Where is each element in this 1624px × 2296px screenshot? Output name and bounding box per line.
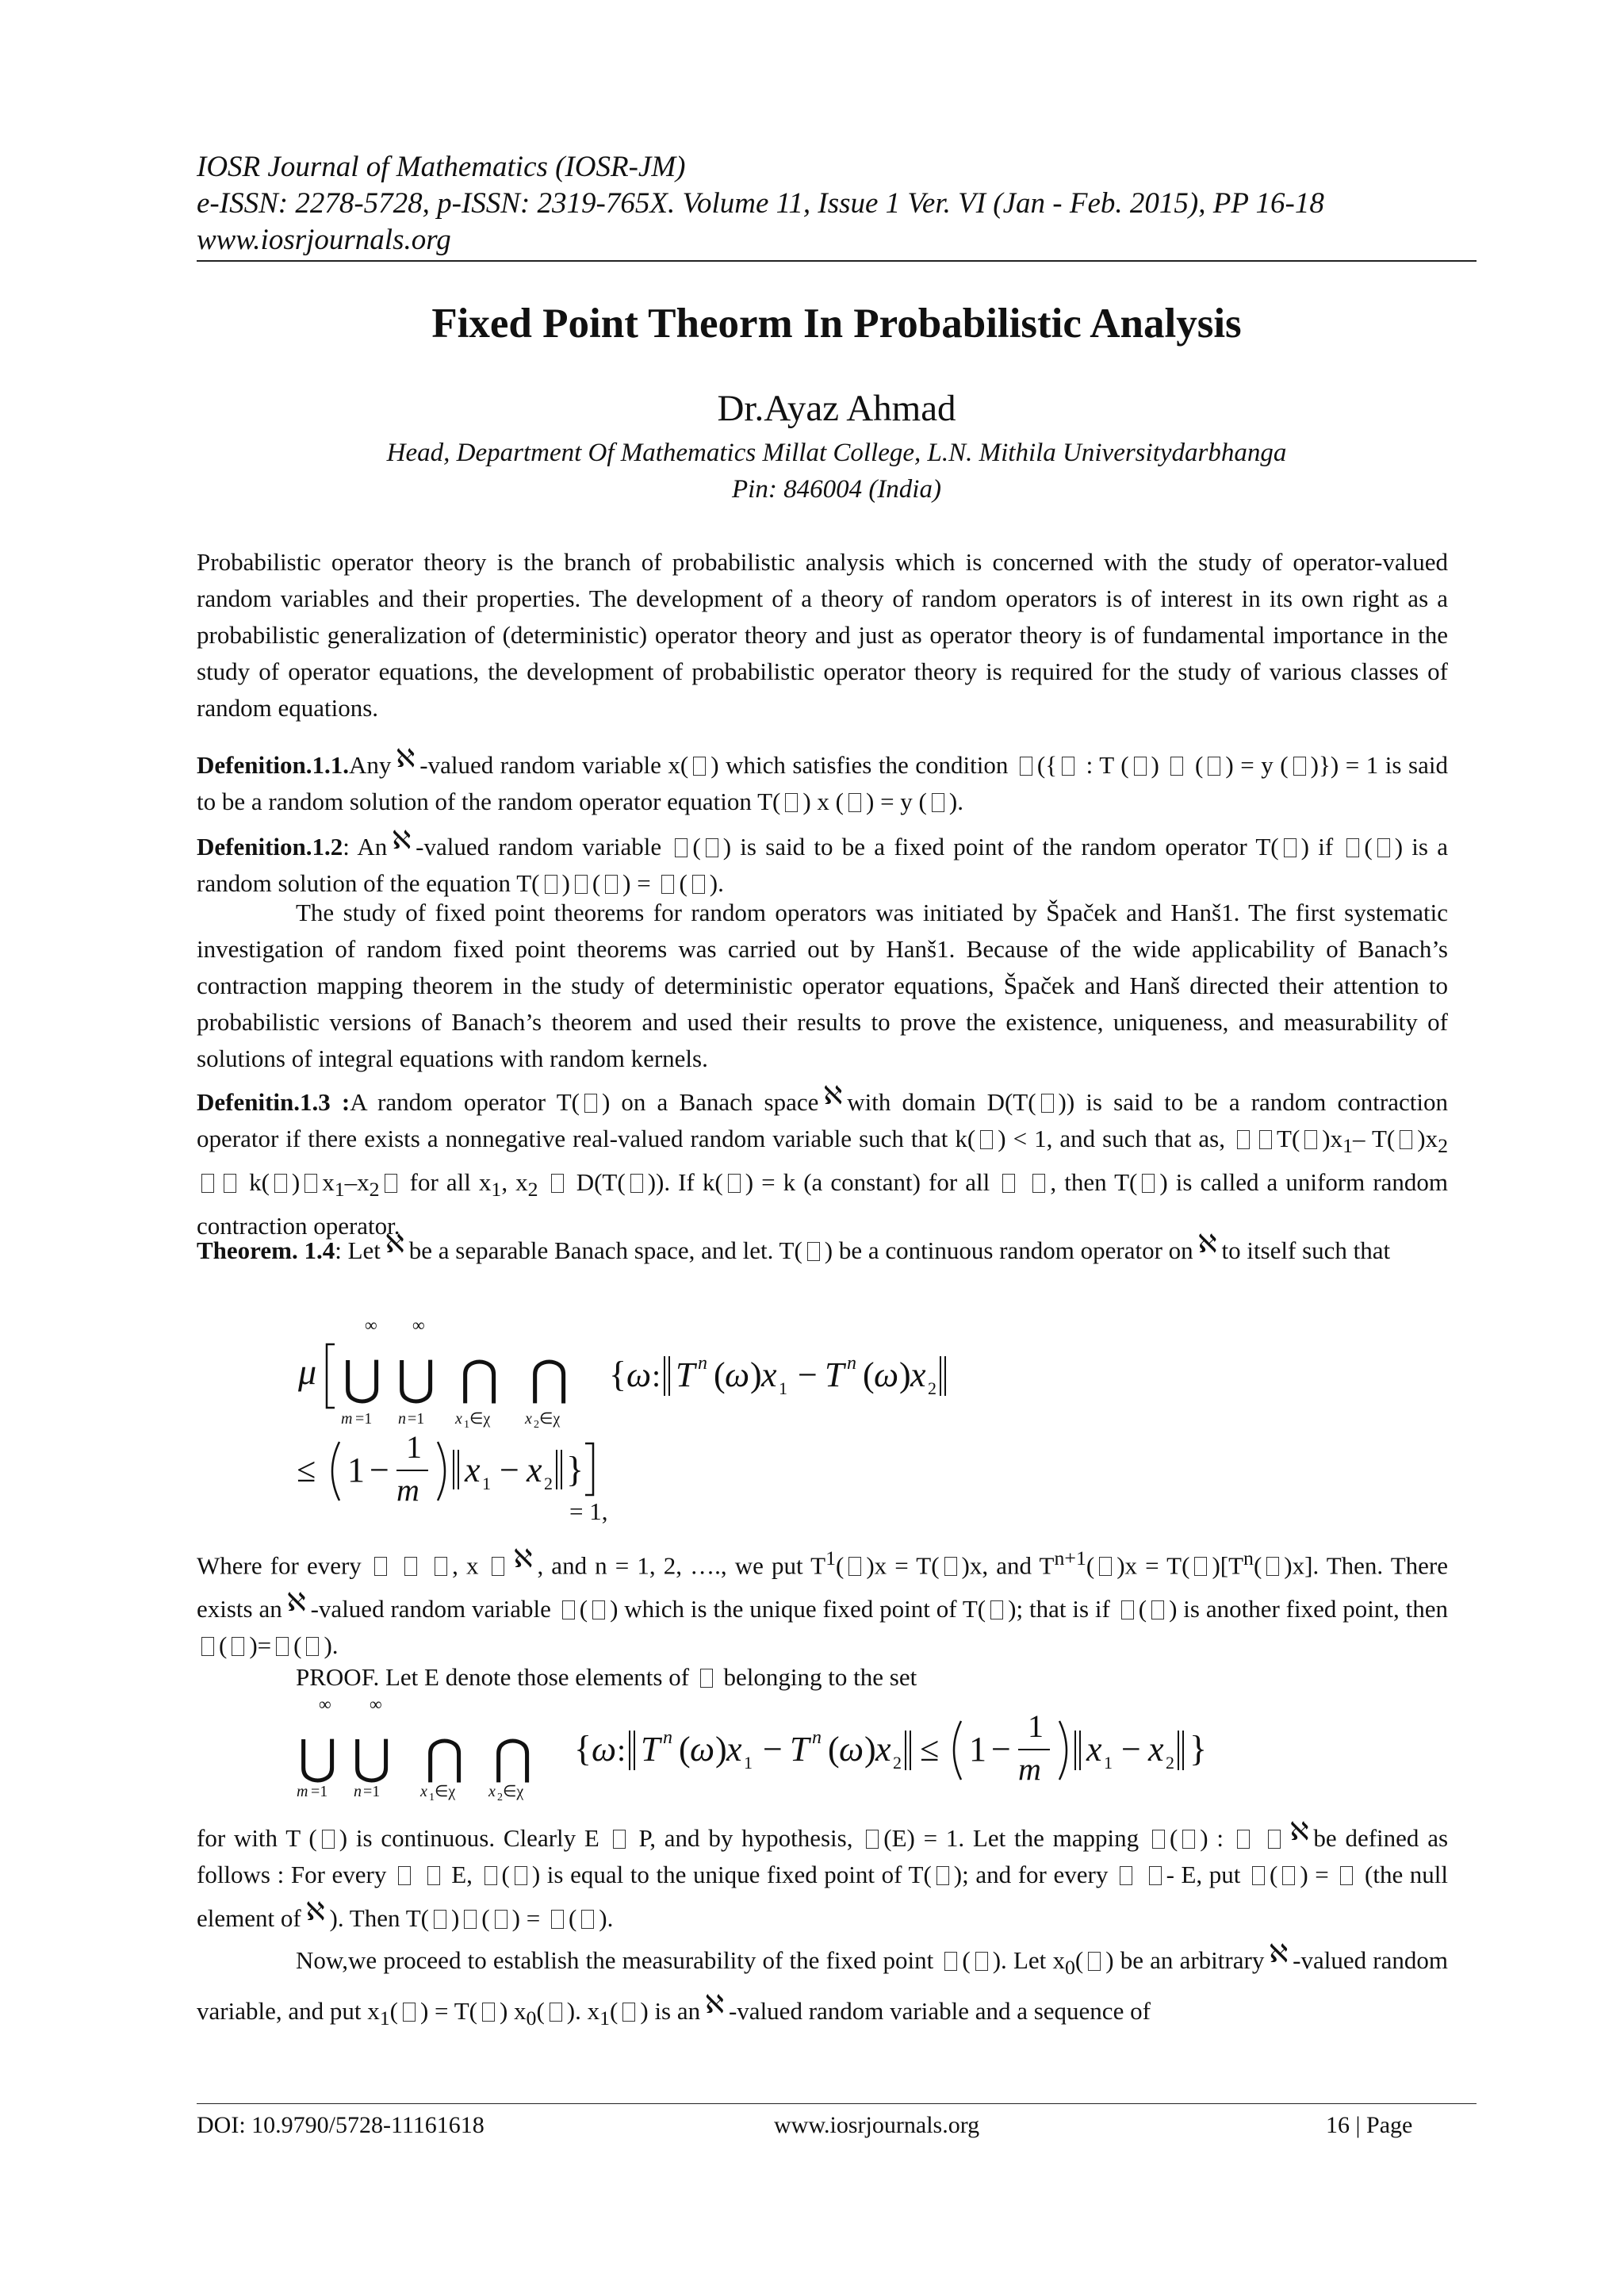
theorem-1-4-label: Theorem. 1.4: [197, 1236, 335, 1264]
svg-text:2: 2: [1166, 1753, 1174, 1773]
svg-text:=1: =1: [363, 1783, 381, 1800]
svg-text:m: m: [396, 1472, 419, 1508]
svg-text:2: 2: [497, 1792, 503, 1800]
svg-text:=1: =1: [355, 1410, 373, 1428]
svg-text:T: T: [676, 1355, 695, 1394]
svg-text:2: 2: [893, 1753, 902, 1773]
svg-text:∈χ: ∈χ: [503, 1783, 524, 1800]
svg-text:⋂: ⋂: [493, 1731, 533, 1784]
svg-text:): ): [899, 1355, 911, 1394]
aleph-symbol: ℵ: [392, 825, 412, 855]
svg-text:x: x: [527, 1451, 542, 1489]
footer-site: www.iosrjournals.org: [774, 2112, 980, 2138]
svg-text:⋂: ⋂: [530, 1352, 569, 1405]
svg-text:≤: ≤: [920, 1730, 940, 1769]
aleph-symbol: ℵ: [286, 1587, 306, 1618]
svg-text:T: T: [825, 1355, 845, 1394]
affiliation-line-2: Pin: 846004 (India): [732, 475, 941, 504]
author-name: Dr.Ayaz Ahmad: [717, 388, 956, 429]
svg-text:−: −: [991, 1730, 1011, 1769]
definition-1-2: Defenition.1.2: An ℵ -valued random variable ( ) is said to be a fixed point of the random operator T( ) if ( ) is a random solution of the equation T( ) ( ) = ( ).: [197, 825, 1449, 897]
svg-text:ω: ω: [725, 1355, 750, 1394]
svg-text:=1: =1: [311, 1783, 328, 1800]
svg-text:T: T: [790, 1730, 810, 1769]
svg-text:1: 1: [744, 1753, 753, 1773]
aleph-symbol: ℵ: [1197, 1228, 1217, 1259]
footer-doi: DOI: 10.9790/5728-11161618: [197, 2112, 485, 2138]
svg-text:1: 1: [1104, 1753, 1113, 1773]
svg-text:ω: ω: [592, 1730, 617, 1769]
affiliation-line-1: Head, Department Of Mathematics Millat College, L.N. Mithila Universitydarbhanga: [386, 439, 1287, 467]
svg-text:ω: ω: [839, 1730, 864, 1769]
journal-name: IOSR Journal of Mathematics (IOSR-JM): [197, 151, 686, 183]
journal-url: www.iosrjournals.org: [197, 224, 451, 256]
definition-1-3: Defenitin.1.3 :A random operator T( ) on a Banach space ℵ with domain D(T( )) is said to be a random contraction operator if there exists a nonnegative real-valued random variable such that k( ) < 1, and such that as, T( )$x_1-$ T( )$x_2$ k( ) $x_1-x_2$ for all $x_1$, $x_2$ D(T( )). If k( ) = k (a constant) for all , then T( ) is called a uniform random contraction operator.: [197, 1080, 1449, 1240]
svg-text:(: (: [863, 1355, 875, 1394]
svg-text:m: m: [1018, 1751, 1041, 1787]
svg-text:x: x: [910, 1355, 926, 1394]
aleph-symbol: ℵ: [705, 1989, 724, 2020]
svg-text:n: n: [847, 1353, 856, 1374]
aleph-symbol: ℵ: [396, 743, 416, 773]
svg-text:x: x: [875, 1730, 891, 1769]
journal-issn: e-ISSN: 2278-5728, p-ISSN: 2319-765X. Volume 11, Issue 1 Ver. VI (Jan - Feb. 2015), PP 16-18: [197, 187, 1324, 220]
svg-text:{: {: [609, 1354, 627, 1394]
svg-text:−: −: [370, 1451, 389, 1489]
svg-text:=1: =1: [408, 1410, 425, 1428]
author-affiliation: [197, 435, 1477, 508]
theorem-equation: [285, 1309, 1316, 1515]
proof-label: PROOF.: [296, 1663, 380, 1691]
svg-text:x: x: [726, 1730, 742, 1769]
svg-text:}: }: [1189, 1728, 1208, 1769]
svg-text:2: 2: [544, 1474, 553, 1493]
svg-text:(: (: [679, 1730, 691, 1769]
svg-text:1: 1: [969, 1730, 986, 1769]
svg-text:ω: ω: [874, 1355, 899, 1394]
svg-text::: :: [652, 1358, 661, 1393]
svg-text:): ): [715, 1730, 727, 1769]
svg-text:⋃: ⋃: [396, 1352, 436, 1405]
equation-result: = 1,: [569, 1497, 608, 1525]
svg-text:x: x: [761, 1355, 777, 1394]
svg-text:(: (: [714, 1355, 726, 1394]
svg-text:n: n: [354, 1783, 362, 1800]
svg-text:∞: ∞: [365, 1315, 377, 1335]
history-paragraph: The study of fixed point theorems for random operators was initiated by Špaček and Hanš1. The first systematic investigation of random fixed point theorems was carried out by Hanš1. Because of the wide applicability of Banach’s contraction mapping theorem in the study of deterministic operator equations, Špaček and Hanš directed their attention to probabilistic versions of Banach’s theorem and used their results to prove the existence, uniqueness, and measurability of solutions of integral equations with random kernels.: [197, 899, 1448, 1072]
aleph-symbol: ℵ: [823, 1080, 843, 1110]
aleph-symbol: ℵ: [1289, 1816, 1309, 1846]
definition-1-1-label: Defenition.1.1.: [197, 751, 350, 779]
svg-text:⋂: ⋂: [425, 1731, 465, 1784]
svg-text:∈χ: ∈χ: [469, 1410, 491, 1428]
svg-text:x: x: [525, 1410, 532, 1428]
svg-text:μ: μ: [298, 1351, 317, 1392]
svg-text:1: 1: [406, 1429, 422, 1465]
definition-1-2-label: Defenition.1.2: [197, 833, 343, 861]
svg-text:): ): [750, 1355, 762, 1394]
svg-text:−: −: [763, 1730, 783, 1769]
paper-title: Fixed Point Theorm In Probabilistic Analysis: [431, 301, 1242, 347]
svg-text:}: }: [566, 1449, 584, 1489]
svg-text:{: {: [574, 1728, 592, 1769]
svg-text:1: 1: [779, 1378, 787, 1398]
svg-text:⋃: ⋃: [352, 1731, 392, 1784]
svg-text::: :: [617, 1732, 626, 1768]
svg-text:x: x: [488, 1783, 496, 1800]
proof-paragraph-2: Now,we proceed to establish the measurability of the fixed point ( ). Let $x_0$( ) be an arbitrary ℵ -valued random variable, and put $x_1$( ) = T( ) $x_0$( ). $x_1$( ) is an ℵ -valued random variable and a sequence of: [197, 1938, 1449, 2030]
svg-text:n: n: [663, 1727, 672, 1748]
svg-text:n: n: [812, 1727, 822, 1748]
aleph-symbol: ℵ: [385, 1228, 404, 1259]
svg-text:1: 1: [1028, 1708, 1044, 1744]
svg-text:m: m: [341, 1410, 353, 1428]
definition-1-1: Defenition.1.1.Any ℵ -valued random variable x( ) which satisfies the condition ({ : T ( ) ( ) = y ( )}) = 1 is said to be a random solution of the random operator equation T( ) x ( ) = y ( ).: [197, 743, 1448, 815]
svg-text:2: 2: [534, 1419, 539, 1431]
header-rule: [197, 260, 1477, 262]
journal-header: [197, 149, 1434, 259]
theorem-1-4: Theorem. 1.4: Let ℵ be a separable Banach space, and let. T( ) be a continuous random operator on ℵ to itself such that: [197, 1228, 1391, 1264]
aleph-symbol: ℵ: [1269, 1938, 1289, 1968]
aleph-symbol: ℵ: [305, 1896, 325, 1926]
proof-paragraph-1: for with T ( ) is continuous. Clearly E P, and by hypothesis, (E) = 1. Let the mapping ( ) : ℵ be defined as follows : For every E, ( ) is equal to the unique fixed point of T( ); and for every - E, put ( ) = (the null element of ℵ ). Then T( ) ( ) = ( ).: [197, 1816, 1449, 1932]
svg-text:x: x: [455, 1410, 462, 1428]
svg-text:⋂: ⋂: [460, 1352, 500, 1405]
svg-text:∈χ: ∈χ: [435, 1783, 456, 1800]
svg-text:): ): [864, 1730, 876, 1769]
svg-text:1: 1: [429, 1792, 435, 1800]
svg-text:−: −: [1121, 1730, 1141, 1769]
proof-intro: PROOF. Let E denote those elements of belonging to the set: [296, 1663, 917, 1691]
footer-rule: [197, 2103, 1477, 2104]
svg-text:(: (: [828, 1730, 840, 1769]
svg-text:∞: ∞: [370, 1694, 382, 1714]
aleph-symbol: ℵ: [513, 1543, 533, 1574]
svg-text:ω: ω: [690, 1730, 715, 1769]
svg-text:x: x: [420, 1783, 427, 1800]
footer-page-number: 16 | Page: [1326, 2112, 1413, 2138]
svg-text:−: −: [798, 1355, 818, 1394]
svg-text:n: n: [698, 1353, 707, 1374]
svg-text:m: m: [297, 1783, 308, 1800]
definition-1-3-label: Defenitin.1.3 :: [197, 1088, 350, 1116]
svg-text:1: 1: [482, 1474, 491, 1493]
svg-text:T: T: [641, 1730, 661, 1769]
intro-paragraph: Probabilistic operator theory is the branch of probabilistic analysis which is concerned with the study of operator-valued random variables and their properties. The development of a theory of random operators is of interest in its own right as a probabilistic generalization of (deterministic) operator theory and just as operator theory is of fundamental importance in the study of operator equations, the development of probabilistic operator theory is required for the study of various classes of random equations.: [197, 548, 1448, 722]
svg-text:ω: ω: [626, 1355, 652, 1394]
svg-text:1: 1: [347, 1451, 365, 1489]
svg-text:2: 2: [928, 1378, 936, 1398]
svg-text:1: 1: [464, 1419, 469, 1431]
svg-text:n: n: [398, 1410, 406, 1428]
svg-text:∈χ: ∈χ: [539, 1410, 561, 1428]
svg-text:∞: ∞: [319, 1694, 331, 1714]
svg-text:−: −: [500, 1451, 519, 1489]
svg-text:∞: ∞: [412, 1315, 425, 1335]
svg-text:≤: ≤: [297, 1451, 316, 1489]
svg-text:⋃: ⋃: [298, 1731, 338, 1784]
proof-set-equation: [285, 1689, 1316, 1800]
svg-text:x: x: [465, 1451, 481, 1489]
svg-text:⋃: ⋃: [343, 1352, 382, 1405]
svg-text:x: x: [1086, 1730, 1102, 1769]
where-paragraph: Where for every , x ℵ , and n = 1, 2, …., we put $T^1$( )x = T( )x, and $T^{n+1}$( )x = T( )[$T^n$( )x]. Then. There exists an ℵ -valued random variable ( ) which is the unique fixed point of T( ); that is if ( ) is another fixed point, then ( )= ( ).: [197, 1543, 1449, 1660]
svg-text:x: x: [1148, 1730, 1164, 1769]
